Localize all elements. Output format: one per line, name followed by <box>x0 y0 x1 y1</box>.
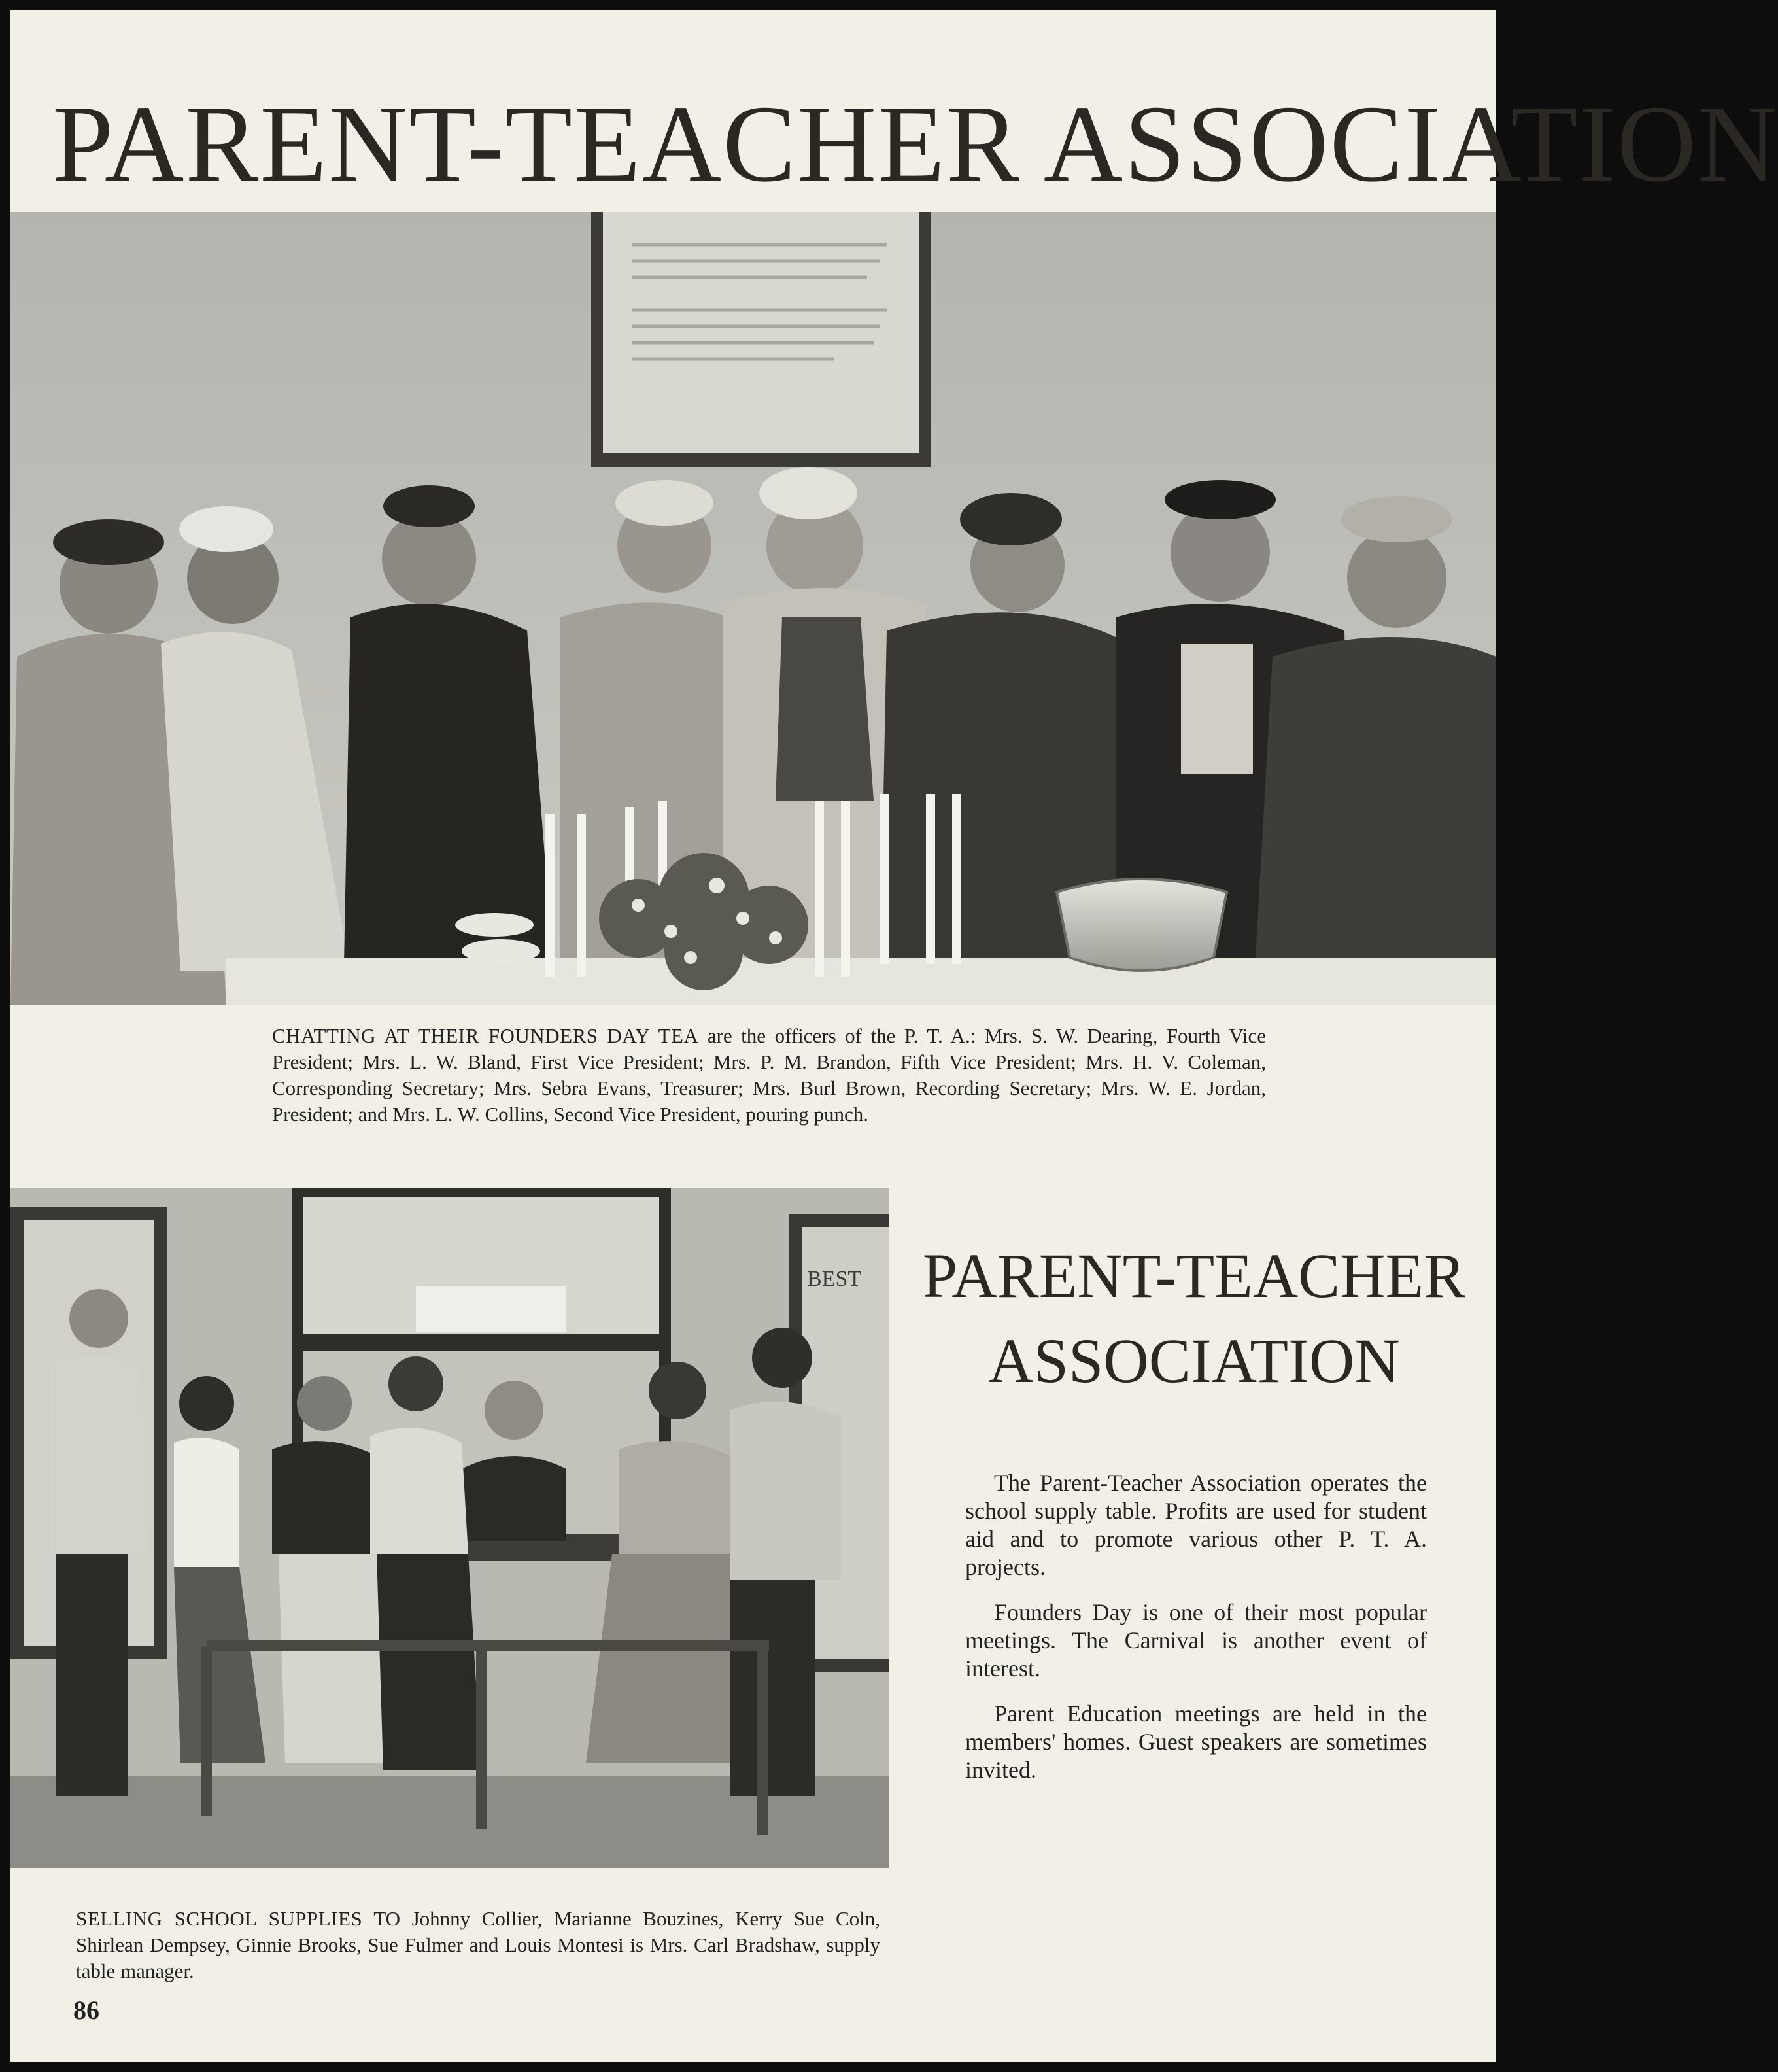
top-photo-caption <box>272 1023 1266 1128</box>
side-heading <box>913 1234 1475 1404</box>
page-title: PARENT-TEACHER ASSOCIATION <box>52 83 1778 205</box>
side-paragraph-1: The Parent-Teacher Association operates the school supply table. Profits are used for student aid and to promote various other P. T. A. projects. <box>965 1470 1427 1580</box>
yearbook-page <box>10 10 1778 2062</box>
side-body-text <box>965 1469 1427 1801</box>
side-heading-line2: ASSOCIATION <box>988 1326 1400 1396</box>
side-paragraph-3: Parent Education meetings are held in the members' homes. Guest speakers are sometimes invited. <box>965 1701 1427 1783</box>
supply-table-photo <box>10 1188 889 1868</box>
page-number: 86 <box>73 1995 99 2025</box>
side-paragraph-2: Founders Day is one of their most popular meetings. The Carnival is another event of interest. <box>965 1599 1427 1682</box>
bottom-photo-caption <box>76 1906 880 1984</box>
side-heading-line1: PARENT-TEACHER <box>922 1241 1466 1311</box>
founders-day-tea-photo <box>10 212 1496 1005</box>
bottom-caption-text: TO Johnny Collier, Marianne Bouzines, Kerry Sue Coln, Shirlean Dempsey, Ginnie Brooks, Sue Fulmer and Louis Montesi is Mrs. Carl Bradshaw, supply table manager. <box>76 1907 881 1982</box>
top-caption-lead: CHATTING AT THEIR FOUNDERS DAY TEA <box>272 1024 699 1047</box>
best-novels-sign: BEST <box>807 1267 862 1291</box>
bottom-caption-lead: SELLING SCHOOL SUPPLIES <box>76 1907 363 1930</box>
top-caption-text: are the officers of the P. T. A.: Mrs. S. W. Dearing, Fourth Vice President; Mrs. L. W. Bland, First Vice President; Mrs. P. M. Brandon, Fifth Vice President; Mrs. H. V. Coleman, Corresponding Secretary; Mrs. Sebra Evans, Treasurer; Mrs. Burl Brown, Recording Secretary; Mrs. W. E. Jordan, President; and Mrs. L. W. Collins, Second Vice President, pouring punch. <box>272 1024 1266 1126</box>
